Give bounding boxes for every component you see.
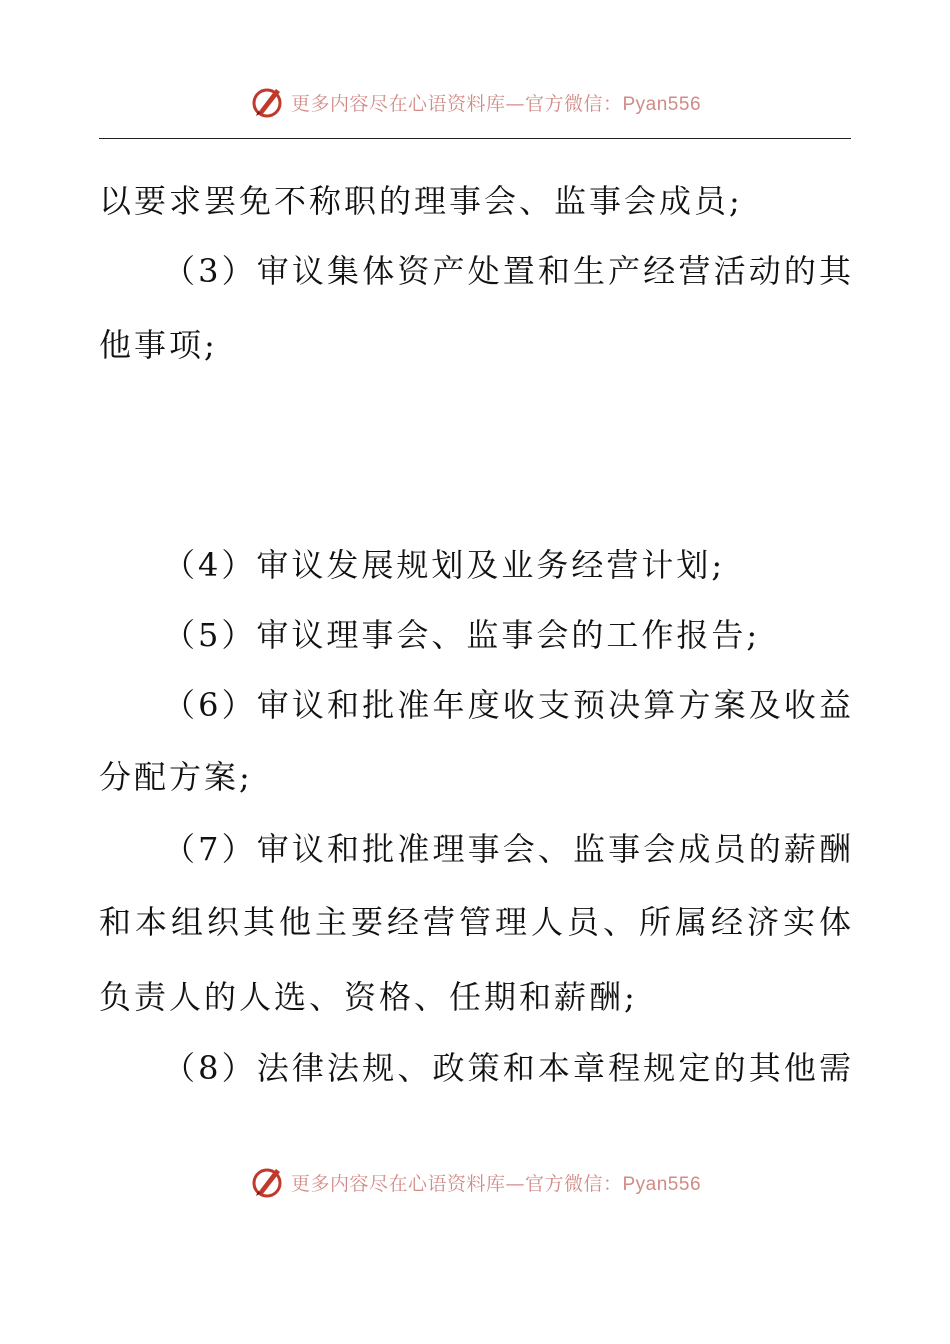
body-line: 以要求罢免不称职的理事会、监事会成员; [99,182,743,220]
body-line: （3）审议集体资产处置和生产经营活动的其 [163,252,851,290]
body-line: （4）审议发展规划及业务经营计划; [163,546,726,584]
header-divider [99,138,851,139]
footer-banner-text [291,1169,701,1196]
body-line: （6）审议和批准年度收支预决算方案及收益 [163,686,851,724]
header-banner-text [291,89,701,116]
header-wechat-label: 官方微信： [524,92,623,115]
header-site-text: 更多内容尽在心语资料库 [290,92,506,115]
header-dash: — [505,92,525,115]
footer-site-text: 更多内容尽在心语资料库 [290,1172,506,1195]
body-line: （8）法律法规、政策和本章程规定的其他需 [163,1049,851,1087]
body-line: 负责人的人选、资格、任期和薪酬; [99,978,638,1016]
header-wechat-id: Pyan556 [622,93,702,115]
header-banner [0,82,950,122]
footer-dash: — [505,1172,525,1195]
body-line: 和本组织其他主要经营管理人员、所属经济实体 [99,903,851,941]
footer-banner [0,1162,950,1202]
body-line: （5）审议理事会、监事会的工作报告; [163,616,761,654]
pen-logo-icon [249,1164,285,1200]
pen-logo-icon [249,84,285,120]
body-line: 分配方案; [99,758,253,796]
footer-wechat-label: 官方微信： [524,1172,623,1195]
body-line: 他事项; [99,326,218,364]
footer-wechat-id: Pyan556 [622,1173,702,1195]
body-line: （7）审议和批准理事会、监事会成员的薪酬 [163,830,851,868]
